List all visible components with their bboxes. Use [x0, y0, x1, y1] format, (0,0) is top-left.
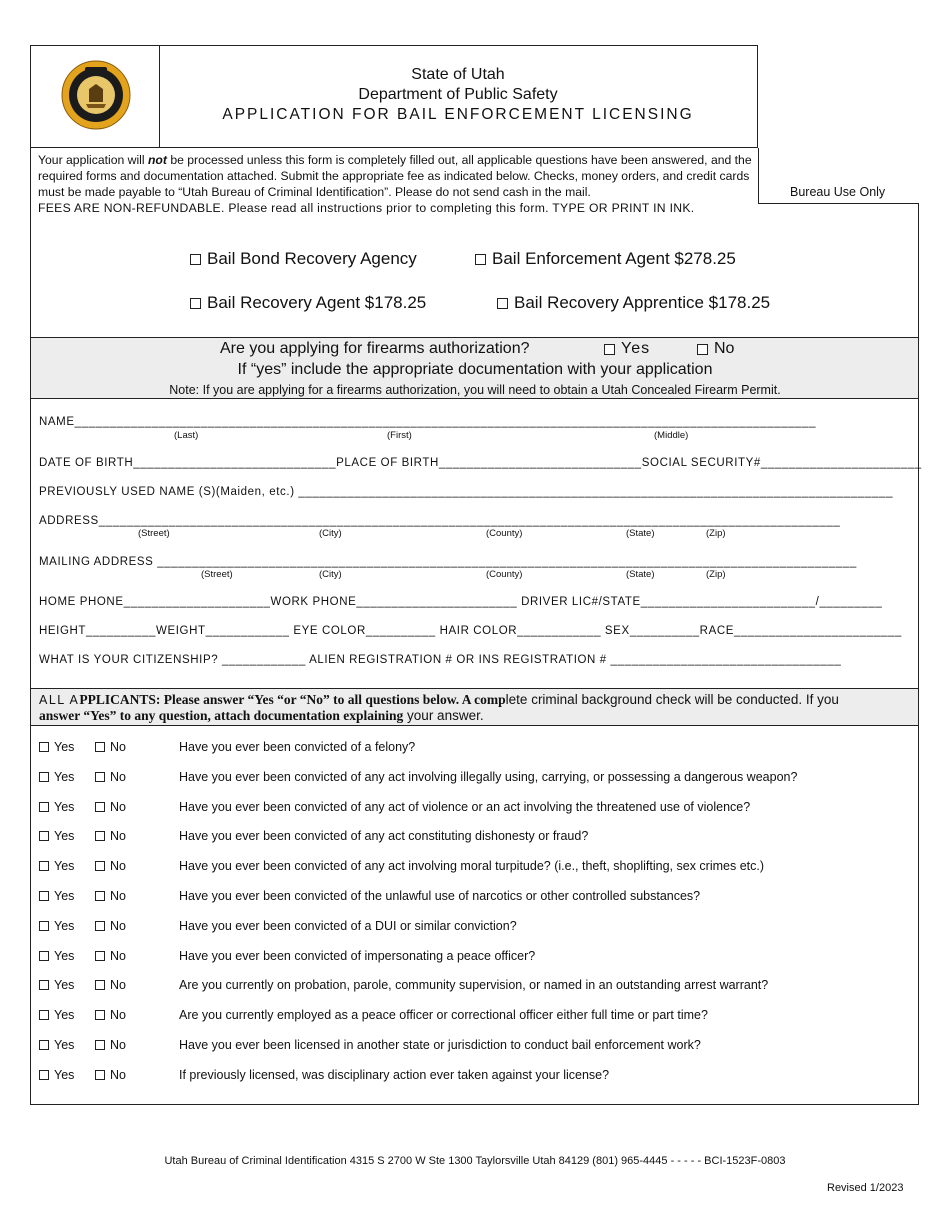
- bureau-box-top: [758, 203, 919, 204]
- firearms-yes-label: Yes: [621, 340, 651, 357]
- answer-yes[interactable]: [39, 949, 74, 963]
- answer-no[interactable]: [95, 829, 126, 843]
- answer-yes-label: Yes: [54, 1008, 75, 1022]
- footer-address: Utah Bureau of Criminal Identification 4315 S 2700 W Ste 1300 Taylorsville Utah 84129 (801) 965-4445 - - - - - BCI-1523F-0803: [164, 1155, 786, 1167]
- option-bail-recovery-apprentice[interactable]: [497, 293, 770, 313]
- answer-yes[interactable]: [39, 829, 74, 843]
- instructions-text-1: Your application will: [38, 153, 148, 167]
- option-label: Bail Bond Recovery Agency: [207, 249, 417, 268]
- question-text: Have you ever been convicted of the unlawful use of narcotics or other controlled substances?: [179, 889, 701, 903]
- checkbox-icon[interactable]: [39, 802, 49, 812]
- name-middle-label: (Middle): [654, 430, 689, 441]
- checkbox-icon[interactable]: [95, 802, 105, 812]
- answer-no-label: No: [110, 949, 126, 963]
- mailing-address-field[interactable]: MAILING ADDRESS ____________________________________________________________________________________________________: [39, 556, 857, 568]
- answer-no[interactable]: [95, 978, 126, 992]
- firearms-no[interactable]: [697, 340, 734, 358]
- dps-seal-icon: [61, 60, 131, 130]
- mailing-street-label: (Street): [201, 569, 233, 580]
- answer-yes[interactable]: [39, 1068, 74, 1082]
- checkbox-icon[interactable]: [95, 1010, 105, 1020]
- question-text: If previously licensed, was disciplinary action ever taken against your license?: [179, 1068, 610, 1082]
- form-header: [30, 45, 758, 148]
- checkbox-icon[interactable]: [697, 344, 708, 355]
- checkbox-icon[interactable]: [39, 742, 49, 752]
- checkbox-icon[interactable]: [39, 980, 49, 990]
- answer-yes[interactable]: [39, 800, 74, 814]
- answer-yes[interactable]: [39, 1008, 74, 1022]
- applicants-instructions: [31, 688, 918, 726]
- address-county-label: (County): [486, 528, 523, 539]
- checkbox-icon[interactable]: [475, 254, 486, 265]
- checkbox-icon[interactable]: [95, 891, 105, 901]
- bureau-use-label: Bureau Use Only: [790, 185, 886, 199]
- checkbox-icon[interactable]: [39, 1070, 49, 1080]
- checkbox-icon[interactable]: [95, 980, 105, 990]
- answer-yes-label: Yes: [54, 978, 75, 992]
- answer-yes-label: Yes: [54, 919, 75, 933]
- fees-notice: FEES ARE NON-REFUNDABLE. Please read all instructions prior to completing this form. TYPE OR PRINT IN INK.: [38, 201, 695, 215]
- checkbox-icon[interactable]: [95, 1040, 105, 1050]
- answer-yes[interactable]: [39, 770, 74, 784]
- answer-yes[interactable]: [39, 1038, 74, 1052]
- question-text: Have you ever been convicted of any act involving moral turpitude? (i.e., theft, shoplifting, sex crimes etc.): [179, 859, 765, 873]
- revised-date: Revised 1/2023: [827, 1182, 904, 1194]
- applicants-bold-2: answer “Yes” to any question, attach documentation explaining: [39, 708, 404, 723]
- firearms-question: Are you applying for firearms authorization?: [220, 340, 530, 357]
- checkbox-icon[interactable]: [39, 772, 49, 782]
- title-department: Department of Public Safety: [358, 86, 558, 103]
- answer-no-label: No: [110, 1038, 126, 1052]
- applicants-bold-1: PPLICANTS: Please answer “Yes “or “No” to all questions below. A comp: [79, 692, 506, 707]
- checkbox-icon[interactable]: [95, 1070, 105, 1080]
- page-title: APPLICATION FOR BAIL ENFORCEMENT LICENSING: [222, 106, 694, 123]
- applicants-text-2: your answer.: [403, 708, 484, 723]
- answer-yes-label: Yes: [54, 770, 75, 784]
- checkbox-icon[interactable]: [190, 254, 201, 265]
- question-text: Have you ever been convicted of a felony?: [179, 740, 416, 754]
- checkbox-icon[interactable]: [39, 891, 49, 901]
- question-text: Are you currently employed as a peace officer or correctional officer either full time or part time?: [179, 1008, 708, 1022]
- question-text: Have you ever been convicted of any act constituting dishonesty or fraud?: [179, 829, 589, 843]
- answer-no-label: No: [110, 859, 126, 873]
- answer-yes[interactable]: [39, 740, 74, 754]
- answer-yes-label: Yes: [54, 949, 75, 963]
- answer-no[interactable]: [95, 859, 126, 873]
- checkbox-icon[interactable]: [39, 831, 49, 841]
- checkbox-icon[interactable]: [95, 772, 105, 782]
- answer-no[interactable]: [95, 919, 126, 933]
- answer-yes-label: Yes: [54, 829, 75, 843]
- firearms-no-label: No: [714, 340, 735, 357]
- checkbox-icon[interactable]: [497, 298, 508, 309]
- answer-yes-label: Yes: [54, 1068, 75, 1082]
- dob-row[interactable]: DATE OF BIRTH_____________________________PLACE OF BIRTH_____________________________SOCIAL SECURITY#_______________________: [39, 457, 922, 469]
- frame-right-border: [918, 203, 919, 1105]
- checkbox-icon[interactable]: [39, 951, 49, 961]
- phones-row[interactable]: HOME PHONE_____________________WORK PHONE_______________________ DRIVER LIC#/STATE_________________________/_________: [39, 596, 883, 608]
- question-text: Have you ever been licensed in another state or jurisdiction to conduct bail enforcement work?: [179, 1038, 701, 1052]
- answer-no[interactable]: [95, 949, 126, 963]
- answer-yes[interactable]: [39, 859, 74, 873]
- answer-no-label: No: [110, 800, 126, 814]
- question-text: Have you ever been convicted of a DUI or similar conviction?: [179, 919, 517, 933]
- answer-no[interactable]: [95, 770, 126, 784]
- checkbox-icon[interactable]: [39, 1040, 49, 1050]
- firearms-yes[interactable]: [604, 340, 650, 358]
- answer-yes[interactable]: [39, 978, 74, 992]
- option-label: Bail Recovery Apprentice $178.25: [514, 293, 771, 312]
- question-text: Are you currently on probation, parole, community supervision, or named in an outstanding arrest warrant?: [179, 978, 769, 992]
- option-bail-bond-recovery-agency[interactable]: [190, 249, 417, 269]
- checkbox-icon[interactable]: [39, 921, 49, 931]
- address-street-label: (Street): [138, 528, 170, 539]
- applicants-lead: ALL A: [39, 693, 80, 707]
- previous-name-field[interactable]: PREVIOUSLY USED NAME (S)(Maiden, etc.) _____________________________________________________________________________________: [39, 486, 894, 498]
- mailing-county-label: (County): [486, 569, 523, 580]
- answer-no-label: No: [110, 770, 126, 784]
- option-label: Bail Enforcement Agent $278.25: [492, 249, 736, 268]
- answer-no-label: No: [110, 889, 126, 903]
- title-state: State of Utah: [411, 66, 505, 83]
- answer-no[interactable]: [95, 1008, 126, 1022]
- answer-no-label: No: [110, 829, 126, 843]
- checkbox-icon[interactable]: [190, 298, 201, 309]
- logo-cell: [31, 46, 160, 147]
- answer-no-label: No: [110, 740, 126, 754]
- answer-yes[interactable]: [39, 889, 74, 903]
- applicants-text-1: lete criminal background check will be conducted. If you: [505, 692, 839, 707]
- instructions-emphasis: not: [147, 153, 167, 167]
- address-zip-label: (Zip): [706, 528, 726, 539]
- frame-left-border: [30, 148, 31, 1105]
- firearms-note: Note: If you are applying for a firearms authorization, you will need to obtain a Utah Concealed Firearm Permit.: [169, 383, 781, 397]
- answer-no[interactable]: [95, 740, 126, 754]
- name-last-label: (Last): [174, 430, 199, 441]
- physical-row[interactable]: HEIGHT__________WEIGHT____________ EYE COLOR__________ HAIR COLOR____________ SEX__________RACE________________________: [39, 625, 902, 637]
- answer-no[interactable]: [95, 889, 126, 903]
- checkbox-icon[interactable]: [95, 831, 105, 841]
- instructions: [38, 152, 763, 216]
- answer-no[interactable]: [95, 1068, 126, 1082]
- checkbox-icon[interactable]: [95, 742, 105, 752]
- checkbox-icon[interactable]: [39, 861, 49, 871]
- mailing-state-label: (State): [626, 569, 655, 580]
- option-bail-enforcement-agent[interactable]: [475, 249, 736, 269]
- frame-bottom-border: [30, 1104, 919, 1105]
- checkbox-icon[interactable]: [95, 861, 105, 871]
- address-field[interactable]: ADDRESS__________________________________________________________________________________________________________: [39, 515, 841, 527]
- checkbox-icon[interactable]: [604, 344, 615, 355]
- option-bail-recovery-agent[interactable]: [190, 293, 426, 313]
- answer-no-label: No: [110, 919, 126, 933]
- answer-yes-label: Yes: [54, 889, 75, 903]
- firearms-include: If “yes” include the appropriate documentation with your application: [237, 361, 713, 378]
- answer-no-label: No: [110, 1008, 126, 1022]
- answer-no[interactable]: [95, 1038, 126, 1052]
- answer-yes-label: Yes: [54, 740, 75, 754]
- name-field[interactable]: NAME__________________________________________________________________________________________________________: [39, 416, 817, 428]
- answer-no[interactable]: [95, 800, 126, 814]
- citizenship-row[interactable]: WHAT IS YOUR CITIZENSHIP? ____________ ALIEN REGISTRATION # OR INS REGISTRATION # _________________________________: [39, 654, 842, 666]
- instructions-text-2: be processed unless this form is completely filled out, all applicable questions have been answered, and the required forms and documentation attached. Submit the appropriate fee as indicated below. Checks, money orders, and credit cards must be made payable to “Utah Bureau of Criminal Identification”. Please do not send cash in the mail.: [38, 153, 752, 199]
- question-text: Have you ever been convicted of any act involving illegally using, carrying, or possessing a dangerous weapon?: [179, 770, 798, 784]
- checkbox-icon[interactable]: [95, 951, 105, 961]
- answer-yes-label: Yes: [54, 859, 75, 873]
- answer-yes-label: Yes: [54, 800, 75, 814]
- answer-yes[interactable]: [39, 919, 74, 933]
- answer-no-label: No: [110, 1068, 126, 1082]
- checkbox-icon[interactable]: [39, 1010, 49, 1020]
- mailing-zip-label: (Zip): [706, 569, 726, 580]
- checkbox-icon[interactable]: [95, 921, 105, 931]
- address-state-label: (State): [626, 528, 655, 539]
- option-label: Bail Recovery Agent $178.25: [207, 293, 427, 312]
- name-first-label: (First): [387, 430, 412, 441]
- mailing-city-label: (City): [319, 569, 342, 580]
- answer-no-label: No: [110, 978, 126, 992]
- answer-yes-label: Yes: [54, 1038, 75, 1052]
- title-block: [159, 46, 757, 147]
- address-city-label: (City): [319, 528, 342, 539]
- question-text: Have you ever been convicted of any act of violence or an act involving the threatened use of violence?: [179, 800, 751, 814]
- question-text: Have you ever been convicted of impersonating a peace officer?: [179, 949, 536, 963]
